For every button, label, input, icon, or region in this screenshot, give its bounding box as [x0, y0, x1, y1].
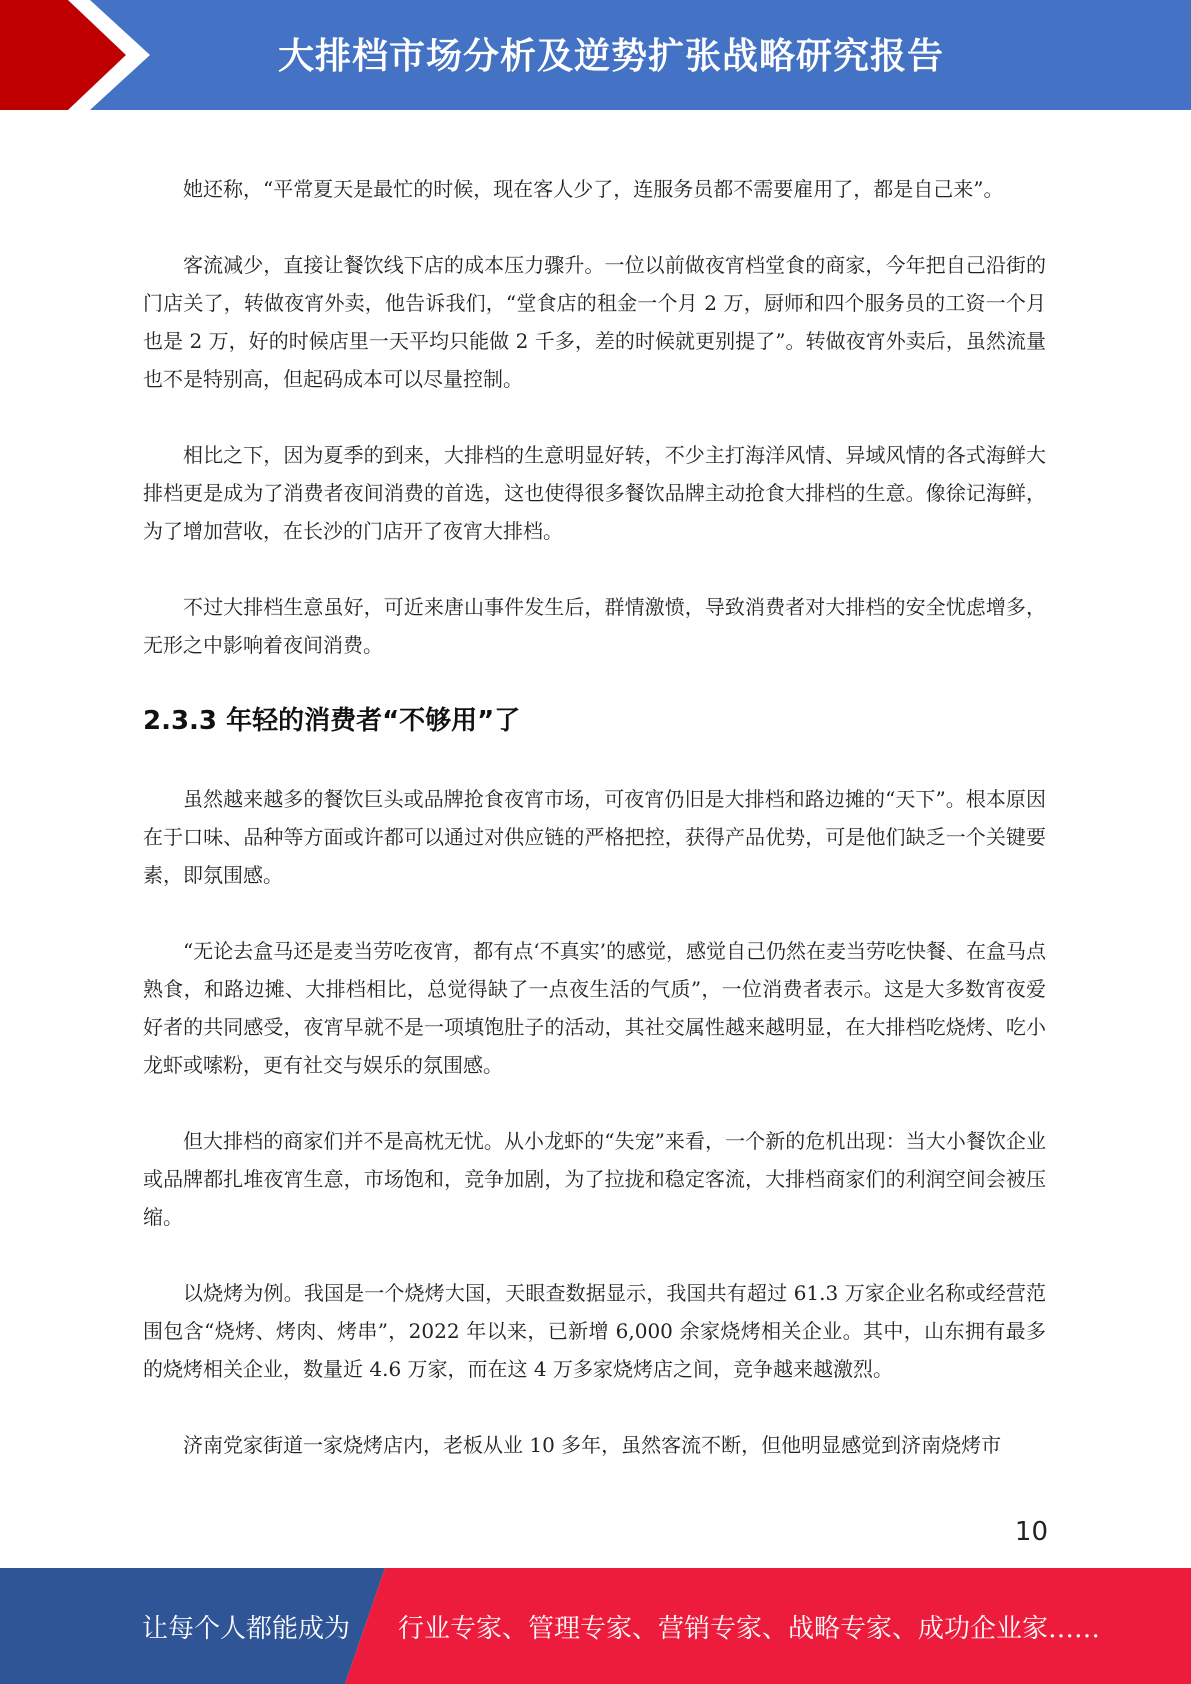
paragraph: 以烧烤为例。我国是一个烧烤大国，天眼查数据显示，我国共有超过 61.3 万家企业名称或经营范围包含“烧烤、烤肉、烤串”，2022 年以来，已新增 6,000 余家烧烤相关企业。其中，山东拥有最多的烧烤相关企业，数量近 4.6 万家，而在这 4 万多家烧烤店之间，竞争越来越激烈。: [143, 1281, 1046, 1381]
page-footer: [0, 1568, 1191, 1684]
paragraph: 她还称，“平常夏天是最忙的时候，现在客人少了，连服务员都不需要雇用了，都是自己来”。: [183, 177, 1004, 201]
section-heading: 2.3.3 年轻的消费者“不够用”了: [143, 706, 521, 736]
footer-slogan-left: 让每个人都能成为: [142, 1614, 351, 1644]
page-header: [0, 0, 1191, 110]
paragraph: 济南党家街道一家烧烤店内，老板从业 10 多年，虽然客流不断，但他明显感觉到济南烧烤市: [183, 1433, 1002, 1457]
paragraph: 但大排档的商家们并不是高枕无忧。从小龙虾的“失宠”来看，一个新的危机出现：当大小餐饮企业或品牌都扎堆夜宵生意，市场饱和，竞争加剧，为了拉拢和稳定客流，大排档商家们的利润空间会被压缩。: [143, 1129, 1046, 1229]
paragraph: 不过大排档生意虽好，可近来唐山事件发生后，群情激愤，导致消费者对大排档的安全忧虑增多，无形之中影响着夜间消费。: [143, 595, 1046, 657]
main-content: [143, 170, 1046, 1502]
page-number: 10: [1014, 1517, 1048, 1547]
paragraph: 客流减少，直接让餐饮线下店的成本压力骤升。一位以前做夜宵档堂食的商家，今年把自己沿街的门店关了，转做夜宵外卖，他告诉我们，“堂食店的租金一个月 2 万，厨师和四个服务员的工资一个月也是 2 万，好的时候店里一天平均只能做 2 千多，差的时候就更别提了”。转做夜宵外卖后，虽然流量也不是特别高，但起码成本可以尽量控制。: [143, 253, 1046, 391]
header-title: 大排档市场分析及逆势扩张战略研究报告: [278, 36, 945, 77]
paragraph: 相比之下，因为夏季的到来，大排档的生意明显好转，不少主打海洋风情、异域风情的各式海鲜大排档更是成为了消费者夜间消费的首选，这也使得很多餐饮品牌主动抢食大排档的生意。像徐记海鲜，为了增加营收，在长沙的门店开了夜宵大排档。: [143, 443, 1046, 543]
footer-slogan-right: 行业专家、管理专家、营销专家、战略专家、成功企业家……: [398, 1614, 1101, 1644]
paragraph: 虽然越来越多的餐饮巨头或品牌抢食夜宵市场，可夜宵仍旧是大排档和路边摊的“天下”。根本原因在于口味、品种等方面或许都可以通过对供应链的严格把控，获得产品优势，可是他们缺乏一个关键要素，即氛围感。: [143, 787, 1046, 887]
paragraph: “无论去盒马还是麦当劳吃夜宵，都有点‘不真实’的感觉，感觉自己仍然在麦当劳吃快餐、在盒马点熟食，和路边摊、大排档相比，总觉得缺了一点夜生活的气质”，一位消费者表示。这是大多数宵夜爱好者的共同感受，夜宵早就不是一项填饱肚子的活动，其社交属性越来越明显，在大排档吃烧烤、吃小龙虾或嗦粉，更有社交与娱乐的氛围感。: [143, 939, 1046, 1077]
